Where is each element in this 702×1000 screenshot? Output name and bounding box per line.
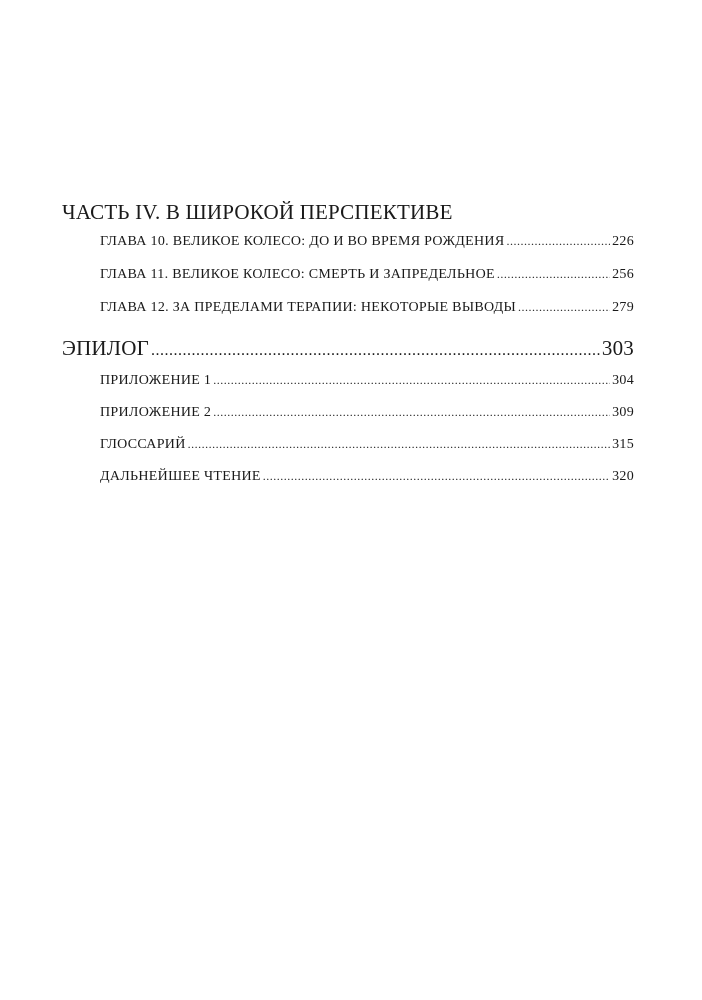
toc-entry-page-number: 303 — [601, 336, 634, 360]
dot-leader — [188, 437, 610, 452]
toc-entry-page-number: 226 — [612, 234, 634, 249]
toc-entry-label: ГЛАВА 12. ЗА ПРЕДЕЛАМИ ТЕРАПИИ: НЕКОТОРЫЕ ВЫВОДЫ — [100, 300, 517, 315]
toc-entry-label: ЭПИЛОГ — [62, 336, 149, 360]
dot-leader — [506, 234, 610, 249]
toc-entry-further-reading[interactable] — [100, 469, 634, 485]
dot-leader — [518, 300, 610, 315]
toc-entry-chapter-11[interactable] — [100, 267, 634, 283]
toc-entry-chapter-10[interactable] — [100, 234, 634, 250]
toc-entry-label: ГЛАВА 11. ВЕЛИКОЕ КОЛЕСО: СМЕРТЬ И ЗАПРЕДЕЛЬНОЕ — [100, 267, 495, 282]
dot-leader — [263, 469, 610, 484]
dot-leader — [213, 373, 610, 388]
toc-entry-page-number: 309 — [612, 405, 634, 420]
toc-entry-page-number: 320 — [612, 469, 634, 484]
toc-entry-appendix-2[interactable] — [100, 405, 634, 421]
part-heading: ЧАСТЬ IV. В ШИРОКОЙ ПЕРСПЕКТИВЕ — [62, 200, 453, 224]
dot-leader — [151, 342, 600, 360]
toc-entry-label: ГЛОССАРИЙ — [100, 437, 186, 452]
toc-entry-label: ГЛАВА 10. ВЕЛИКОЕ КОЛЕСО: ДО И ВО ВРЕМЯ РОЖДЕНИЯ — [100, 234, 505, 249]
toc-entry-glossary[interactable] — [100, 437, 634, 453]
toc-entry-label: ПРИЛОЖЕНИЕ 2 — [100, 405, 212, 420]
dot-leader — [213, 405, 610, 420]
toc-entry-epilogue[interactable] — [62, 336, 634, 361]
dot-leader — [497, 267, 610, 282]
toc-entry-page-number: 256 — [612, 267, 634, 282]
toc-entry-appendix-1[interactable] — [100, 373, 634, 389]
toc-entry-page-number: 315 — [612, 437, 634, 452]
toc-entry-page-number: 304 — [612, 373, 634, 388]
toc-entry-page-number: 279 — [612, 300, 634, 315]
toc-entry-label: ДАЛЬНЕЙШЕЕ ЧТЕНИЕ — [100, 469, 261, 484]
toc-entry-label: ПРИЛОЖЕНИЕ 1 — [100, 373, 212, 388]
toc-entry-chapter-12[interactable] — [100, 300, 634, 316]
